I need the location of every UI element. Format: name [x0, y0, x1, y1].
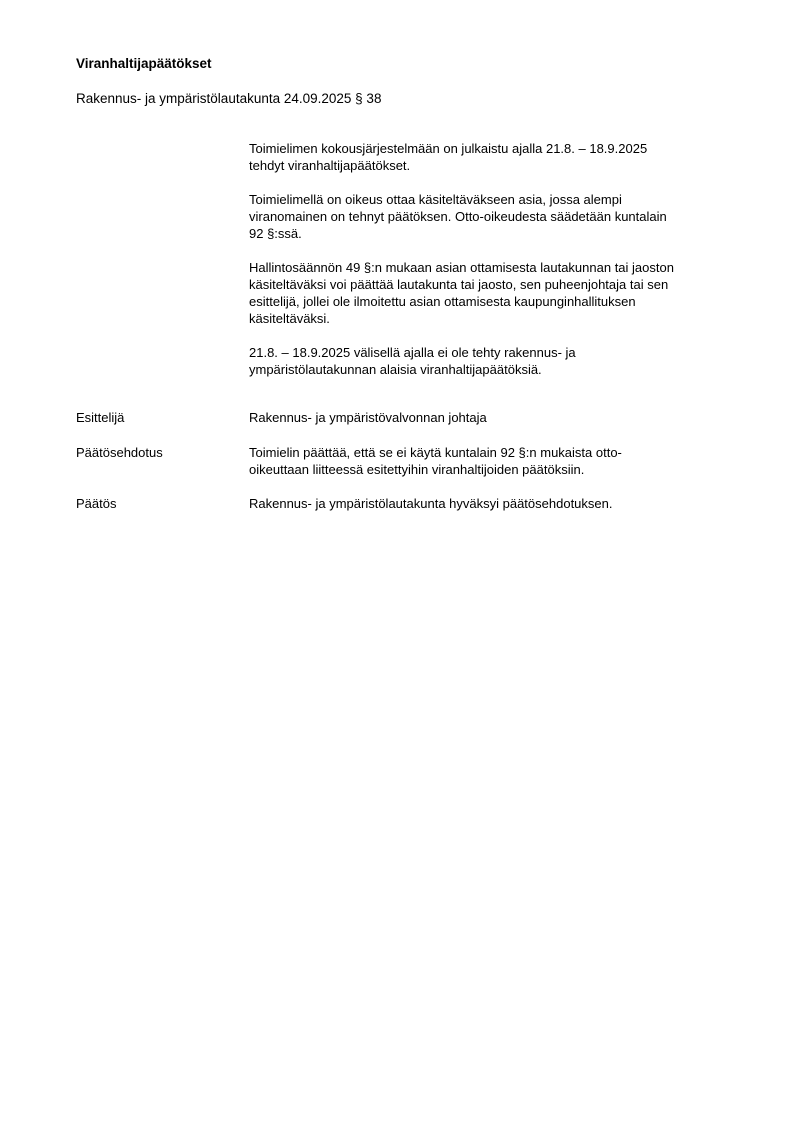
paragraph-line: käsiteltäväksi.	[249, 311, 330, 326]
paragraph-line: esittelijä, jollei ole ilmoitettu asian ottamisesta kaupunginhallituksen	[249, 294, 636, 309]
paragraph-line: ympäristölautakunnan alaisia viranhaltijapäätöksiä.	[249, 362, 542, 377]
paragraph-publication	[249, 140, 719, 174]
paragraph-line: tehdyt viranhaltijapäätökset.	[249, 158, 411, 173]
field-presenter-value	[249, 409, 729, 426]
document-title: Viranhaltijapäätökset	[76, 56, 212, 71]
field-value-line: oikeuttaan liitteessä esitettyihin viranhaltijoiden päätöksiin.	[249, 462, 585, 477]
paragraph-line: Toimielimen kokousjärjestelmään on julkaistu ajalla 21.8. – 18.9.2025	[249, 141, 648, 156]
field-decision-proposal-value	[249, 444, 729, 478]
paragraph-line: 21.8. – 18.9.2025 välisellä ajalla ei ole tehty rakennus- ja	[249, 345, 576, 360]
paragraph-line: käsiteltäväksi voi päättää lautakunta tai jaosto, sen puheenjohtaja tai sen	[249, 277, 669, 292]
paragraph-right-to-take	[249, 191, 719, 242]
paragraph-no-decisions	[249, 344, 719, 378]
field-decision-proposal-label: Päätösehdotus	[76, 445, 163, 460]
paragraph-line: viranomainen on tehnyt päätöksen. Otto-oikeudesta säädetään kuntalain	[249, 209, 667, 224]
paragraph-line: Hallintosäännön 49 §:n mukaan asian ottamisesta lautakunnan tai jaoston	[249, 260, 674, 275]
field-decision-label: Päätös	[76, 496, 117, 511]
field-presenter-label: Esittelijä	[76, 410, 125, 425]
field-value-line: Toimielin päättää, että se ei käytä kuntalain 92 §:n mukaista otto-	[249, 445, 622, 460]
field-value-line: Rakennus- ja ympäristölautakunta hyväksyi päätösehdotuksen.	[249, 496, 613, 511]
paragraph-administrative-rule	[249, 259, 719, 327]
field-decision-value	[249, 495, 729, 512]
field-value-line: Rakennus- ja ympäristövalvonnan johtaja	[249, 410, 487, 425]
paragraph-line: 92 §:ssä.	[249, 226, 302, 241]
meeting-reference: Rakennus- ja ympäristölautakunta 24.09.2025 § 38	[76, 91, 382, 106]
paragraph-line: Toimielimellä on oikeus ottaa käsiteltäväkseen asia, jossa alempi	[249, 192, 622, 207]
body-text	[249, 140, 719, 395]
